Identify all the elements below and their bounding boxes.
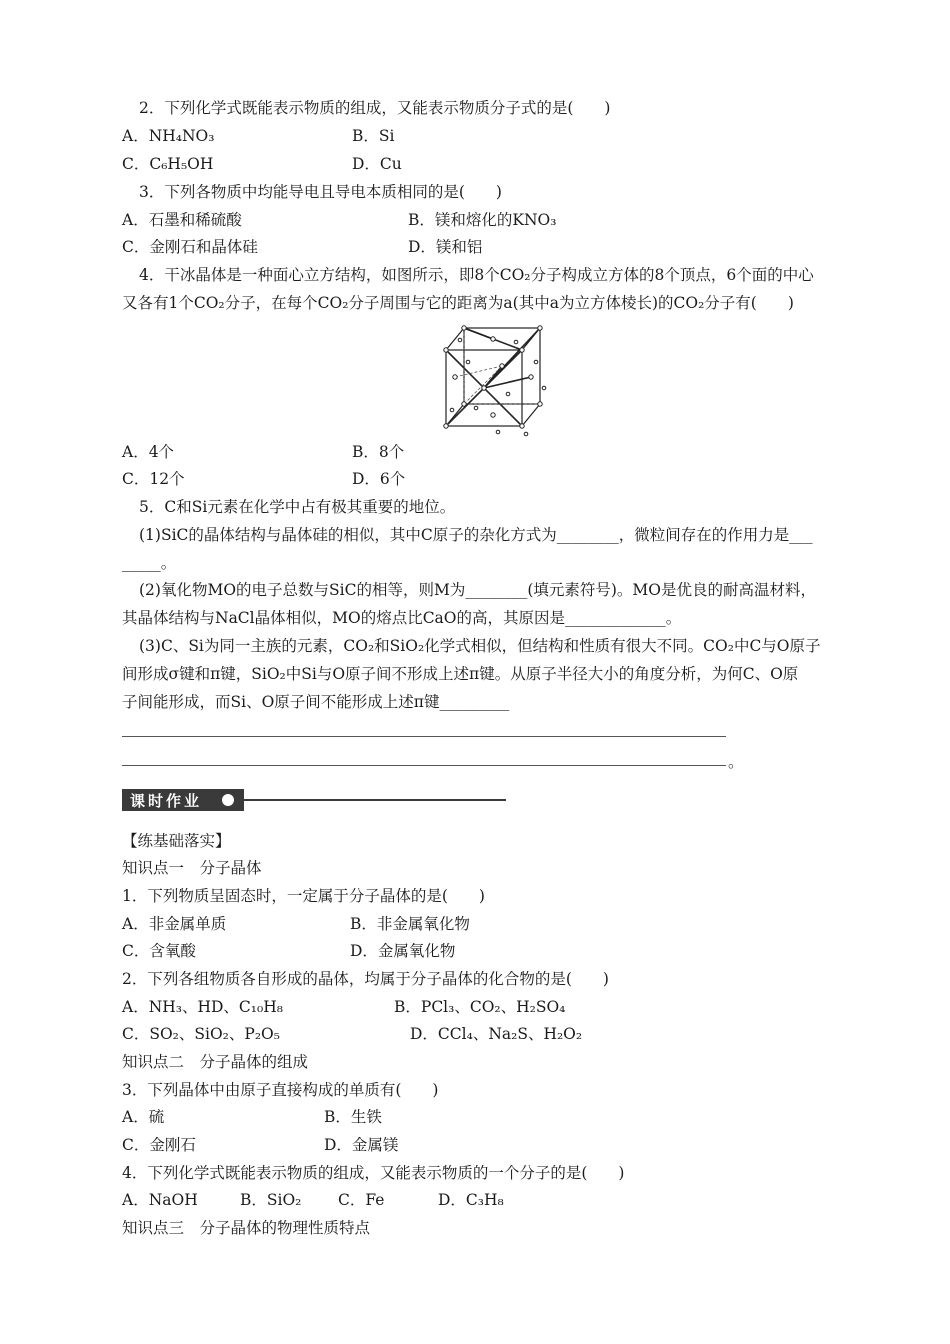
answer-end-mark: 。 xyxy=(728,753,744,771)
hw4-option-a: A．NaOH xyxy=(122,1191,198,1209)
q2-option-a: A．NH₄NO₃ xyxy=(122,127,215,145)
hw1-option-b: B．非金属氧化物 xyxy=(350,915,470,933)
q5-part3-line3: 子间能形成，而Si、O原子间不能形成上述π键_________ xyxy=(122,693,510,711)
hw1-option-a: A．非金属单质 xyxy=(122,915,227,933)
hw3-option-a: A．硫 xyxy=(122,1108,165,1126)
q5-part2-line1: (2)氧化物MO的电子总数与SiC的相等，则M为________(填元素符号)。MO是优良的耐高温材料， xyxy=(139,581,817,599)
q5-part3-line1: (3)C、Si为同一主族的元素，CO₂和SiO₂化学式相似，但结构和性质有很大不同。CO₂中C与O原子 xyxy=(139,637,821,655)
banner-rule xyxy=(244,799,506,801)
hw1-stem: 1．下列物质呈固态时，一定属于分子晶体的是( ) xyxy=(122,887,485,905)
hw4-stem: 4．下列化学式既能表示物质的组成，又能表示物质的一个分子的是( ) xyxy=(122,1164,625,1182)
q5-stem: 5．C和Si元素在化学中占有极其重要的地位。 xyxy=(139,498,456,516)
q2-option-b: B．Si xyxy=(352,127,395,145)
q5-part2-line2: 其晶体结构与NaCl晶体相似，MO的熔点比CaO的高，其原因是_____________。 xyxy=(122,609,682,627)
q3-option-a: A．石墨和稀硫酸 xyxy=(122,211,242,229)
hw2-option-c: C．SO₂、SiO₂、P₂O₅ xyxy=(122,1025,280,1043)
homework-banner-title: 课时作业 xyxy=(130,792,203,810)
bullet-circle-icon xyxy=(222,794,234,806)
hw2-option-a: A．NH₃、HD、C₁₀H₈ xyxy=(122,998,283,1016)
knowledge-point-2: 知识点二 分子晶体的组成 xyxy=(122,1053,309,1071)
q3-option-c: C．金刚石和晶体硅 xyxy=(122,238,258,256)
hw3-option-c: C．金刚石 xyxy=(122,1136,196,1154)
hw3-stem: 3．下列晶体中由原子直接构成的单质有( ) xyxy=(122,1081,439,1099)
q4-option-d: D．6个 xyxy=(352,470,406,488)
knowledge-point-1: 知识点一 分子晶体 xyxy=(122,859,262,877)
hw1-option-d: D．金属氧化物 xyxy=(350,942,456,960)
q4-option-a: A．4个 xyxy=(122,443,175,461)
hw3-option-b: B．生铁 xyxy=(324,1108,382,1126)
section-heading: 【练基础落实】 xyxy=(122,832,231,850)
q2-stem: 2．下列化学式既能表示物质的组成，又能表示物质分子式的是( ) xyxy=(139,99,611,117)
hw2-stem: 2．下列各组物质各自形成的晶体，均属于分子晶体的化合物的是( ) xyxy=(122,970,609,988)
q4-option-b: B．8个 xyxy=(352,443,405,461)
q5-part1-line1: (1)SiC的晶体结构与晶体硅的相似，其中C原子的杂化方式为________，微粒间存在的作用力是___ xyxy=(139,526,813,544)
q3-option-d: D．镁和铝 xyxy=(408,238,483,256)
q4-stem-line2: 又各有1个CO₂分子，在每个CO₂分子周围与它的距离为a(其中a为立方体棱长)的CO₂分子有( ) xyxy=(122,294,794,312)
q3-stem: 3．下列各物质中均能导电且导电本质相同的是( ) xyxy=(139,183,502,201)
hw4-option-b: B．SiO₂ xyxy=(240,1191,302,1209)
hw4-option-d: D．C₃H₈ xyxy=(438,1191,504,1209)
hw2-option-d: D．CCl₄、Na₂S、H₂O₂ xyxy=(410,1025,583,1043)
answer-line-1 xyxy=(122,736,726,737)
q2-option-c: C．C₆H₅OH xyxy=(122,155,214,173)
knowledge-point-3: 知识点三 分子晶体的物理性质特点 xyxy=(122,1219,371,1237)
hw2-option-b: B．PCl₃、CO₂、H₂SO₄ xyxy=(394,998,566,1016)
q3-option-b: B．镁和熔化的KNO₃ xyxy=(408,211,557,229)
hw4-option-c: C．Fe xyxy=(338,1191,385,1209)
homework-banner xyxy=(122,789,244,811)
q5-part1-line2: _____。 xyxy=(122,554,177,572)
hw3-option-d: D．金属镁 xyxy=(324,1136,399,1154)
hw1-option-c: C．含氧酸 xyxy=(122,942,196,960)
q4-stem-line1: 4．干冰晶体是一种面心立方结构，如图所示，即8个CO₂分子构成立方体的8个顶点，6个面的中心 xyxy=(139,266,814,284)
q4-option-c: C．12个 xyxy=(122,470,185,488)
q5-part3-line2: 间形成σ键和π键，SiO₂中Si与O原子间不形成上述π键。从原子半径大小的角度分析，为何C、O原 xyxy=(122,665,799,683)
cubic-lattice-diagram xyxy=(438,322,550,440)
q2-option-d: D．Cu xyxy=(352,155,402,173)
dry-ice-unit-cell-figure xyxy=(438,322,550,444)
answer-line-2 xyxy=(122,765,726,766)
